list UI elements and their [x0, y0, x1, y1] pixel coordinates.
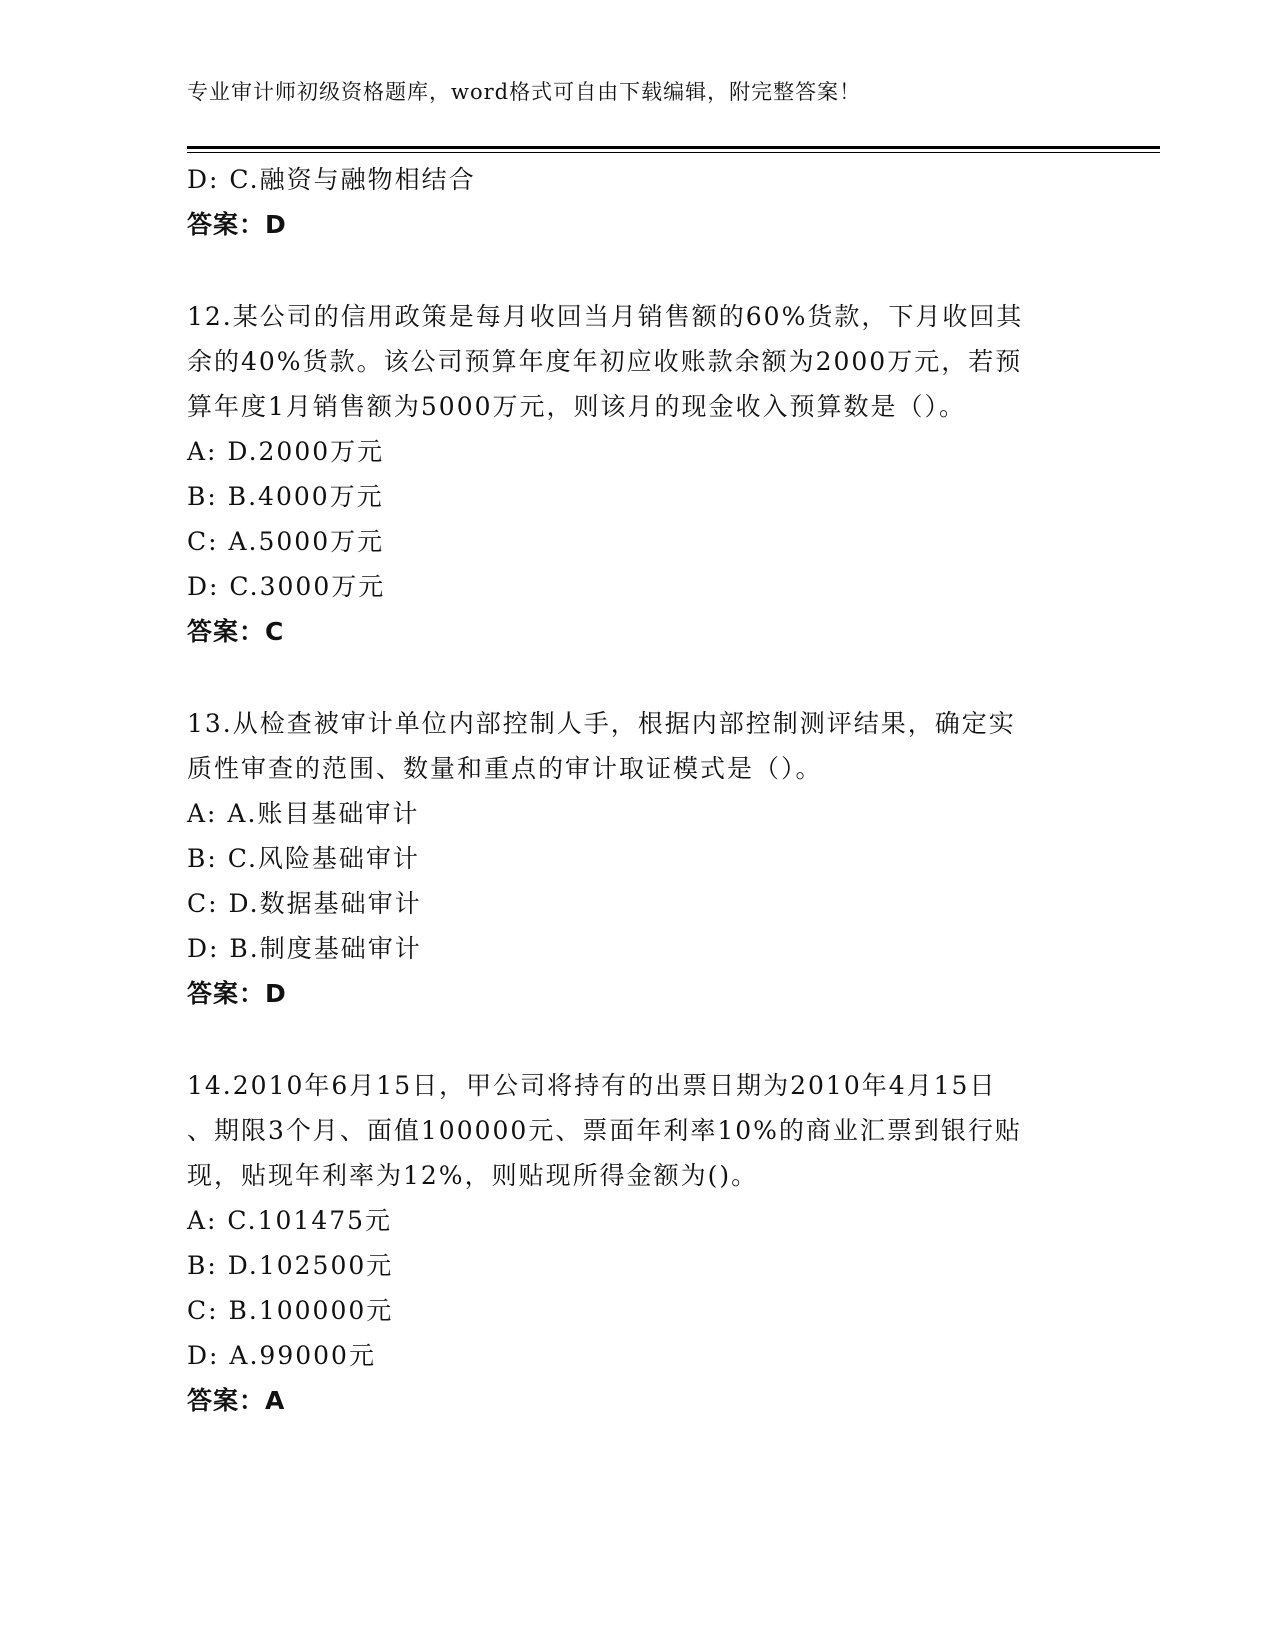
option-a: A: C.101475元 [187, 1206, 393, 1235]
question-stem-line: 、期限3个月、面值100000元、票面年利率10%的商业汇票到银行贴 [187, 1116, 1022, 1145]
answer-line: 答案：D [187, 979, 287, 1008]
option-d: D: B.制度基础审计 [187, 934, 422, 963]
option-b: B: D.102500元 [187, 1251, 394, 1280]
question-13 [187, 701, 1087, 1016]
option-a: A: A.账目基础审计 [187, 799, 420, 828]
option-b: B: C.风险基础审计 [187, 844, 420, 873]
header-rule-thin [187, 152, 1160, 153]
page-content [187, 157, 1087, 1423]
question-stem-line: 13.从检查被审计单位内部控制人手，根据内部控制测评结果，确定实 [187, 709, 1016, 738]
question-stem-line: 14.2010年6月15日，甲公司将持有的出票日期为2010年4月15日 [187, 1071, 997, 1100]
option-d: D: C.融资与融物相结合 [187, 165, 476, 194]
option-d: D: A.99000元 [187, 1341, 376, 1370]
question-stem-line: 余的40%货款。该公司预算年度年初应收账款余额为2000万元，若预 [187, 347, 1023, 376]
answer-line: 答案：A [187, 1386, 286, 1415]
header-rule-thick [187, 146, 1160, 149]
answer-line: 答案：C [187, 617, 285, 646]
question-stem-line: 质性审查的范围、数量和重点的审计取证模式是（）。 [187, 754, 823, 783]
answer-line: 答案：D [187, 210, 287, 239]
option-c: C: A.5000万元 [187, 527, 385, 556]
option-b: B: B.4000万元 [187, 482, 384, 511]
option-c: C: D.数据基础审计 [187, 889, 422, 918]
question-14 [187, 1063, 1087, 1423]
question-stem-line: 算年度1月销售额为5000万元，则该月的现金收入预算数是（）。 [187, 392, 967, 421]
question-stem-line: 现，贴现年利率为12%，则贴现所得金额为()。 [187, 1161, 759, 1190]
option-d: D: C.3000万元 [187, 572, 386, 601]
page-header: 专业审计师初级资格题库，word格式可自由下载编辑，附完整答案！ [187, 80, 862, 104]
previous-question-tail [187, 157, 1087, 247]
option-a: A: D.2000万元 [187, 437, 385, 466]
option-c: C: B.100000元 [187, 1296, 394, 1325]
question-12 [187, 294, 1087, 654]
question-stem-line: 12.某公司的信用政策是每月收回当月销售额的60%货款，下月收回其 [187, 302, 1024, 331]
